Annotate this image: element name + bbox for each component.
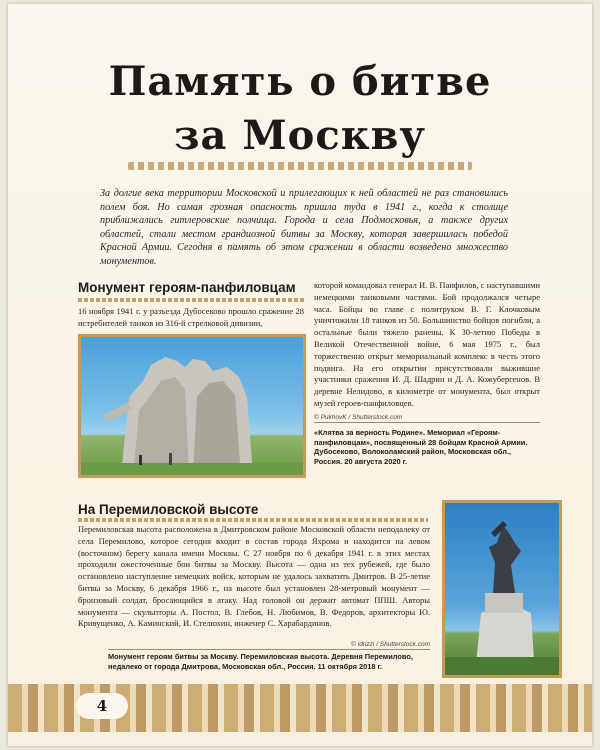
photo-caption-peremilovo: Монумент героям битвы за Москву. Перемиловская высота. Деревня Перемилово, недалеко от города Дмитрова, Московская обл., Россия. 11 октября 2018 г. xyxy=(108,652,413,671)
photo-caption-panfilov: «Клятва за верность Родине». Мемориал «Героям-панфиловцам», посвященный 28 бойцам Красной Армии. Дубосеково, Волоколамский район, Московская обл., Россия. 20 августа 2020 г. xyxy=(314,428,528,466)
caption-divider xyxy=(108,649,430,650)
page-number: 4 xyxy=(76,693,128,719)
section-heading-peremilovo: На Перемиловской высоте xyxy=(78,502,259,517)
magazine-page xyxy=(8,4,592,746)
photo-credit-peremilovo: © idrizzi / Shutterstock.com xyxy=(351,641,430,648)
peremilovo-monument-photo xyxy=(442,500,562,678)
caption-divider xyxy=(314,422,540,423)
panfilov-monument-illustration xyxy=(81,337,303,475)
section1-text-right: которой командовал генерал И. В. Панфилов, с наступавшими немецкими танковыми частями. Бой продолжался четыре часа. Бойцы во главе с политруком В. Г. Клочковым уничтожили 18 танков из 50. Большинство бойцов погибли, а остальные были тяжело ранены. К 30-летию Победы в Великой Отечественной войне, 6 мая 1975 г., был торжественно открыт мемориальный комплекс в честь этого подвига. На его открытии присутствовали выжившие участники сражения И. Д. Шадрин и Д. А. Кожубергенов. В деревне Нелидово, в километре от монумента, был открыт музей героев-панфиловцев. xyxy=(314,280,540,408)
intro-paragraph: За долгие века территории Московской и прилегающих к ней областей не раз становились полем боя. Но самая грозная опасность пришла туда в 1941 г., когда к столице приближались гитлеровские полчища. Города и села Подмосковья, а также других областей, стали местом грандиозной битвы за Москву, которая завершилась победой Красной Армии. Сегодня в память об этом сражении в области возведено множество монументов. xyxy=(100,188,508,267)
title-ornament xyxy=(128,162,472,170)
photo-credit-panfilov: © PukhovK / Shutterstock.com xyxy=(314,414,403,421)
section2-text: Перемиловская высота расположена в Дмитровском районе Московской области неподалеку от села Перемилово, которое сегодня входит в состав города Яхрома и находится на левом (восточном) берегу канала имени Москвы. С 27 ноября по 6 декабря 1941 г. в этих местах проходили ожесточенные бои битвы за Москву. Высота — одна из тех рубежей, где было остановлено наступление немецких войск, которым не удалось захватить Дмитров. В 25-летие битвы за Москву, 6 декабря 1966 г., на высоте был установлен 28-метровый монумент — бронзовый солдат, бросающийся в атаку. Над головой он держит автомат ППШ. Авторы монумента — скульпторы А. Постол, В. Глебов, Н. Любимов, В. Федоров, архитекторы Ю. Кривущенко, А. Каминский, И. Стелюхин, инженер С. Харабардинов. xyxy=(78,524,430,629)
page-title-line-1: Память о битве xyxy=(108,58,492,105)
page-title-line-2: за Москву xyxy=(174,112,426,159)
peremilovo-monument-illustration xyxy=(445,503,559,675)
section-heading-underline xyxy=(78,518,428,522)
panfilov-monument-photo xyxy=(78,334,306,478)
section1-text-left: 16 ноября 1941 г. у разъезда Дубосеково прошло сражение 28 истребителей танков из 316-й стрелковой дивизии, xyxy=(78,306,304,328)
section-heading-underline xyxy=(78,298,304,302)
section-heading-panfilov: Монумент героям-панфиловцам xyxy=(78,280,296,295)
